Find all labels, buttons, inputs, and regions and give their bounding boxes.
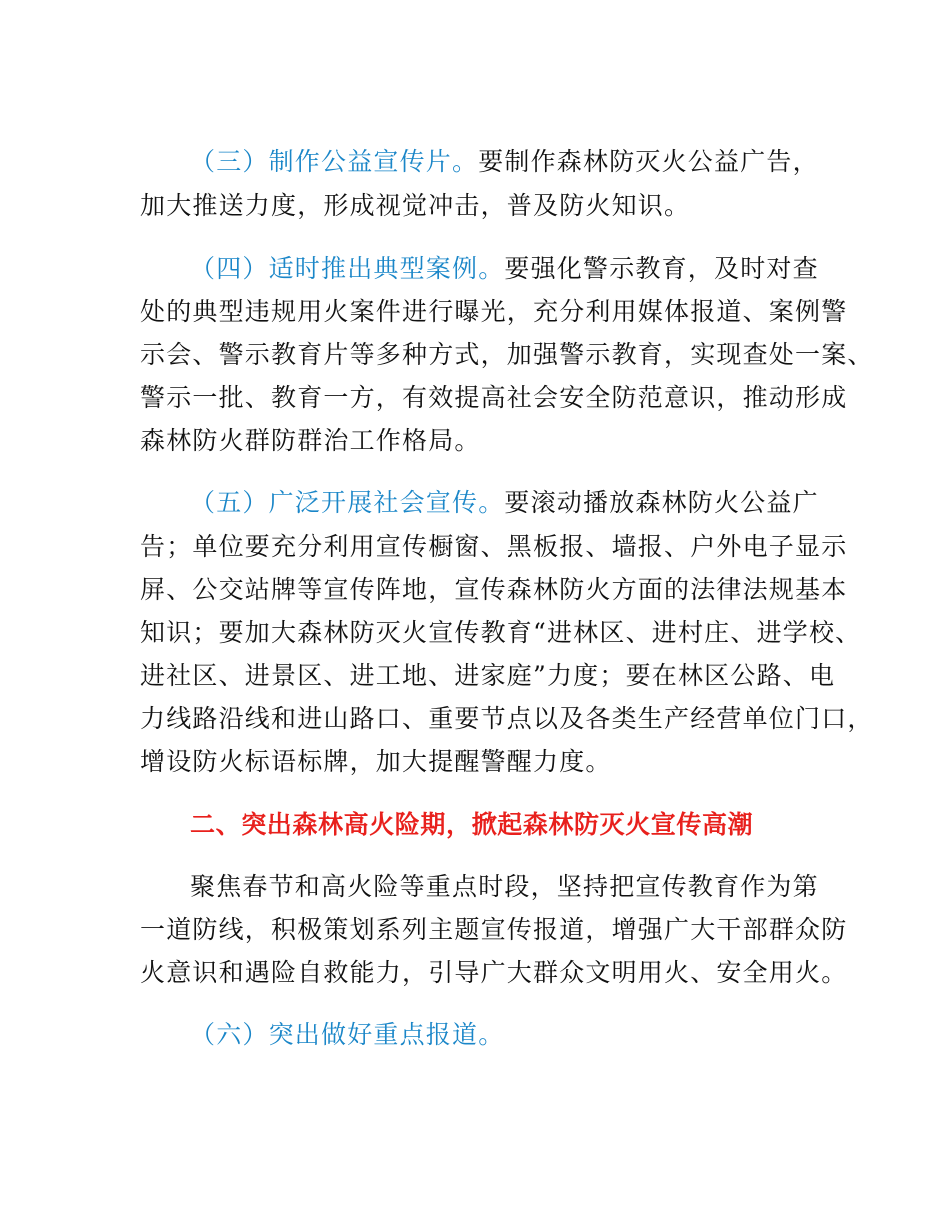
section4-paragraph-line5: 森林防火群防群治工作格局。 — [140, 426, 481, 455]
section4-heading: （四）适时推出典型案例。 — [190, 254, 505, 283]
section6-heading: （六）突出做好重点报道。 — [190, 1020, 505, 1049]
section4-paragraph-line1 — [190, 252, 819, 286]
section3-paragraph-line1 — [190, 145, 819, 179]
part2-paragraph-line1: 聚焦春节和高火险等重点时段，坚持把宣传教育作为第 — [190, 872, 819, 901]
section5-paragraph-line4: 知识；要加大森林防灭火宣传教育“进林区、进村庄、进学校、 — [140, 618, 862, 647]
part2-heading: 二、突出森林高火险期，掀起森林防灭火宣传高潮 — [190, 810, 754, 839]
part2-paragraph-line3: 火意识和遇险自救能力，引导广大群众文明用火、安全用火。 — [140, 958, 848, 987]
section5-text: 要滚动播放森林防火公益广 — [504, 488, 819, 517]
section5-paragraph-line3: 屏、公交站牌等宣传阵地，宣传森林防火方面的法律法规基本 — [140, 575, 848, 604]
section5-paragraph-line6: 力线路沿线和进山路口、重要节点以及各类生产经营单位门口， — [140, 704, 874, 733]
part2-paragraph-line2: 一道防线，积极策划系列主题宣传报道，增强广大干部群众防 — [140, 915, 848, 944]
section5-paragraph-line7: 增设防火标语标牌，加大提醒警醒力度。 — [140, 747, 612, 776]
section5-paragraph-line1 — [190, 486, 819, 520]
section3-paragraph-line2: 加大推送力度，形成视觉冲击，普及防火知识。 — [140, 191, 691, 220]
section3-text: 要制作森林防灭火公益广告， — [478, 147, 819, 176]
section4-paragraph-line2: 处的典型违规用火案件进行曝光，充分利用媒体报道、案例警 — [140, 297, 848, 326]
section5-heading: （五）广泛开展社会宣传。 — [190, 488, 505, 517]
section4-paragraph-line3: 示会、警示教育片等多种方式，加强警示教育，实现查处一案、 — [140, 340, 874, 369]
section5-paragraph-line5: 进社区、进景区、进工地、进家庭”力度；要在林区公路、电 — [140, 661, 836, 690]
section4-paragraph-line4: 警示一批、教育一方，有效提高社会安全防范意识，推动形成 — [140, 383, 848, 412]
section5-paragraph-line2: 告；单位要充分利用宣传橱窗、黑板报、墙报、户外电子显示 — [140, 532, 848, 561]
section4-text: 要强化警示教育，及时对查 — [504, 254, 819, 283]
section3-heading: （三）制作公益宣传片。 — [190, 147, 479, 176]
